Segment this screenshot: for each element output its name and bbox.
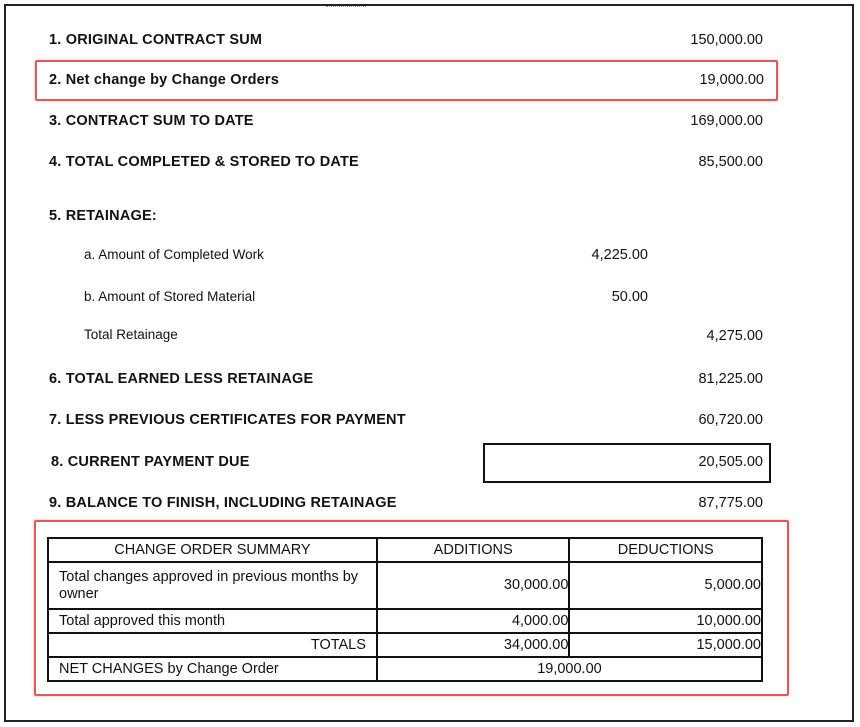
line-amount: 150,000.00 [690, 32, 763, 48]
line-label: b. Amount of Stored Material [84, 289, 256, 304]
line-label: 1. ORIGINAL CONTRACT SUM [49, 32, 263, 48]
totals-additions: 34,000.00 [377, 633, 570, 657]
row-deductions: 10,000.00 [569, 609, 762, 633]
line-retainage-completed-work [0, 247, 860, 269]
line-amount: 19,000.00 [699, 72, 764, 88]
line-amount: 20,505.00 [698, 454, 763, 470]
line-label: a. Amount of Completed Work [84, 247, 264, 262]
net-label: NET CHANGES by Change Order [48, 657, 377, 681]
totals-deductions: 15,000.00 [569, 633, 762, 657]
totals-label: TOTALS [48, 633, 377, 657]
line-label: 6. TOTAL EARNED LESS RETAINAGE [49, 371, 314, 387]
row-label: Total changes approved in previous months by owner [48, 562, 377, 609]
row-additions: 4,000.00 [377, 609, 570, 633]
line-total-earned-less-retainage [0, 371, 860, 393]
row-label: Total approved this month [48, 609, 377, 633]
table-row [48, 609, 762, 633]
header-deductions: DEDUCTIONS [569, 538, 762, 562]
line-label: 4. TOTAL COMPLETED & STORED TO DATE [49, 154, 359, 170]
line-label: 9. BALANCE TO FINISH, INCLUDING RETAINAGE [49, 495, 397, 511]
net-value: 19,000.00 [377, 657, 762, 681]
header-summary: CHANGE ORDER SUMMARY [48, 538, 377, 562]
line-retainage-stored-material [0, 289, 860, 311]
table-header-row [48, 538, 762, 562]
line-less-previous-certificates [0, 412, 860, 434]
line-total-retainage [0, 327, 860, 349]
table-net-row [48, 657, 762, 681]
change-order-summary-table [47, 537, 763, 682]
table-row [48, 562, 762, 609]
top-divider [326, 6, 366, 8]
line-original-contract-sum [0, 32, 860, 54]
line-net-change-orders [0, 72, 860, 94]
row-deductions: 5,000.00 [569, 562, 762, 609]
line-contract-sum-to-date [0, 113, 860, 135]
line-current-payment-due [0, 454, 860, 476]
header-additions: ADDITIONS [377, 538, 570, 562]
line-label: Total Retainage [84, 327, 178, 342]
line-amount: 169,000.00 [690, 113, 763, 129]
line-label: 8. CURRENT PAYMENT DUE [51, 454, 250, 470]
line-amount: 4,225.00 [591, 247, 648, 263]
line-balance-to-finish [0, 495, 860, 517]
line-label: 2. Net change by Change Orders [49, 72, 280, 88]
line-amount: 81,225.00 [698, 371, 763, 387]
line-amount: 50.00 [611, 289, 648, 305]
line-total-completed-stored [0, 154, 860, 176]
line-label: 7. LESS PREVIOUS CERTIFICATES FOR PAYMENT [49, 412, 406, 428]
line-amount: 4,275.00 [706, 328, 763, 344]
line-amount: 87,775.00 [698, 495, 763, 511]
line-label: 3. CONTRACT SUM TO DATE [49, 113, 254, 129]
line-amount: 60,720.00 [698, 412, 763, 428]
line-retainage [0, 208, 860, 230]
table-totals-row [48, 633, 762, 657]
row-additions: 30,000.00 [377, 562, 570, 609]
line-label: 5. RETAINAGE: [49, 208, 157, 224]
line-amount: 85,500.00 [698, 154, 763, 170]
